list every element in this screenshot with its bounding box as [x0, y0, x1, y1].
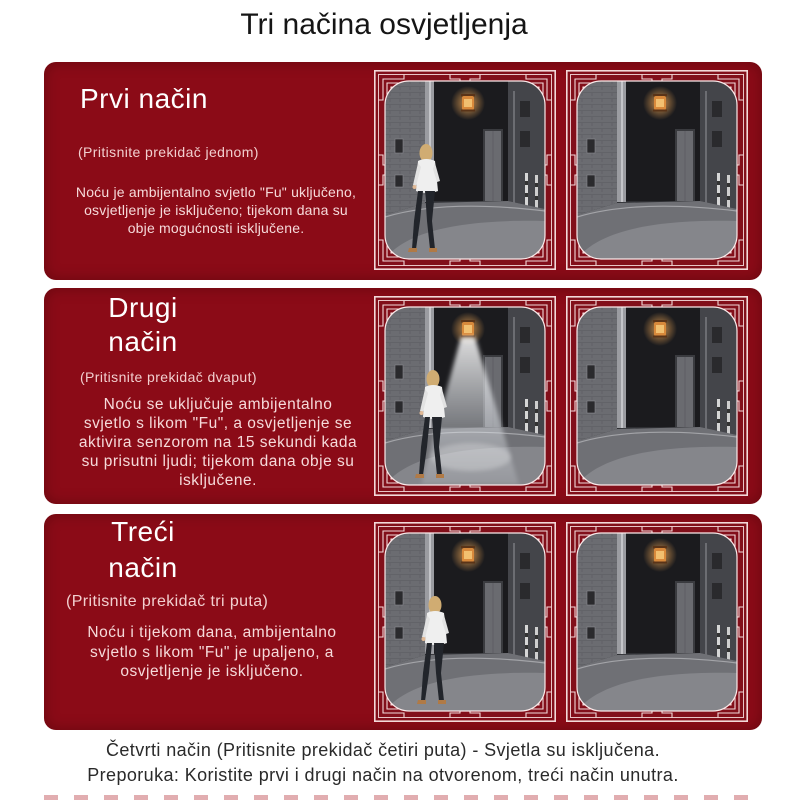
mode-panel-2 [44, 288, 762, 504]
mode-3-description-line: svjetlo s likom "Fu" je upaljeno, a [90, 643, 334, 661]
mode-1-title-line: Prvi način [80, 83, 208, 114]
mode-1-title [80, 81, 208, 116]
mode-panel-3 [44, 514, 762, 730]
mode-3-hint: (Pritisnite prekidač tri puta) [66, 593, 269, 610]
footer-notes [0, 738, 766, 788]
mode-1-hint: (Pritisnite prekidač jednom) [78, 144, 259, 160]
mode-3-title [44, 514, 242, 586]
street-scene [577, 307, 737, 485]
mode-3-description [52, 623, 372, 682]
mode-3-photo-2 [566, 522, 748, 722]
mode-2-title-line: način [108, 326, 178, 357]
page-title: Tri načina osvjetljenja [240, 8, 528, 41]
mode-2-description-line: su prisutni ljudi; tijekom dana obje su [81, 453, 355, 470]
mode-2-description [58, 395, 378, 490]
footer-recommendation: Preporuka: Koristite prvi i drugi način na otvorenom, treći način unutra. [87, 765, 679, 785]
street-scene [577, 533, 737, 711]
mode-3-description-line: osvjetljenje je isključeno. [120, 663, 304, 680]
mode-2-title-line: Drugi [108, 292, 178, 323]
mode-3-photo-1 [374, 522, 556, 722]
footer-fourth-mode: Četvrti način (Pritisnite prekidač četiri puta) - Svjetla su isključena. [106, 740, 660, 760]
mode-2-photo-1 [374, 296, 556, 496]
mode-1-photo-2 [566, 70, 748, 270]
mode-2-description-line: svjetlo s likom "Fu", a osvjetljenje se [83, 415, 353, 432]
mode-1-description-line: obje mogućnosti isključene. [127, 220, 305, 236]
mode-1-description [55, 183, 377, 237]
street-scene [385, 81, 545, 259]
street-scene [385, 533, 545, 711]
bottom-decor-strip [44, 795, 762, 800]
mode-3-title-line: način [108, 552, 178, 583]
street-scene [577, 81, 737, 259]
mode-2-photo-2 [566, 296, 748, 496]
mode-1-photo-1 [374, 70, 556, 270]
mode-panel-1 [44, 62, 762, 280]
mode-2-description-line: aktivira senzorom na 15 sekundi kada [78, 434, 358, 451]
mode-1-description-line: Noću je ambijentalno svjetlo "Fu" uključeno, [75, 184, 357, 200]
mode-3-title-line: Treći [111, 516, 175, 547]
mode-2-title [44, 291, 242, 359]
mode-2-description-line: Noću se uključuje ambijentalno [103, 396, 333, 413]
mode-2-hint: (Pritisnite prekidač dvaput) [80, 369, 257, 385]
mode-1-description-line: osvjetljenje je isključeno; tijekom dana su [84, 202, 348, 218]
mode-3-description-line: Noću i tijekom dana, ambijentalno [87, 624, 337, 641]
mode-2-description-line: isključene. [179, 472, 257, 489]
